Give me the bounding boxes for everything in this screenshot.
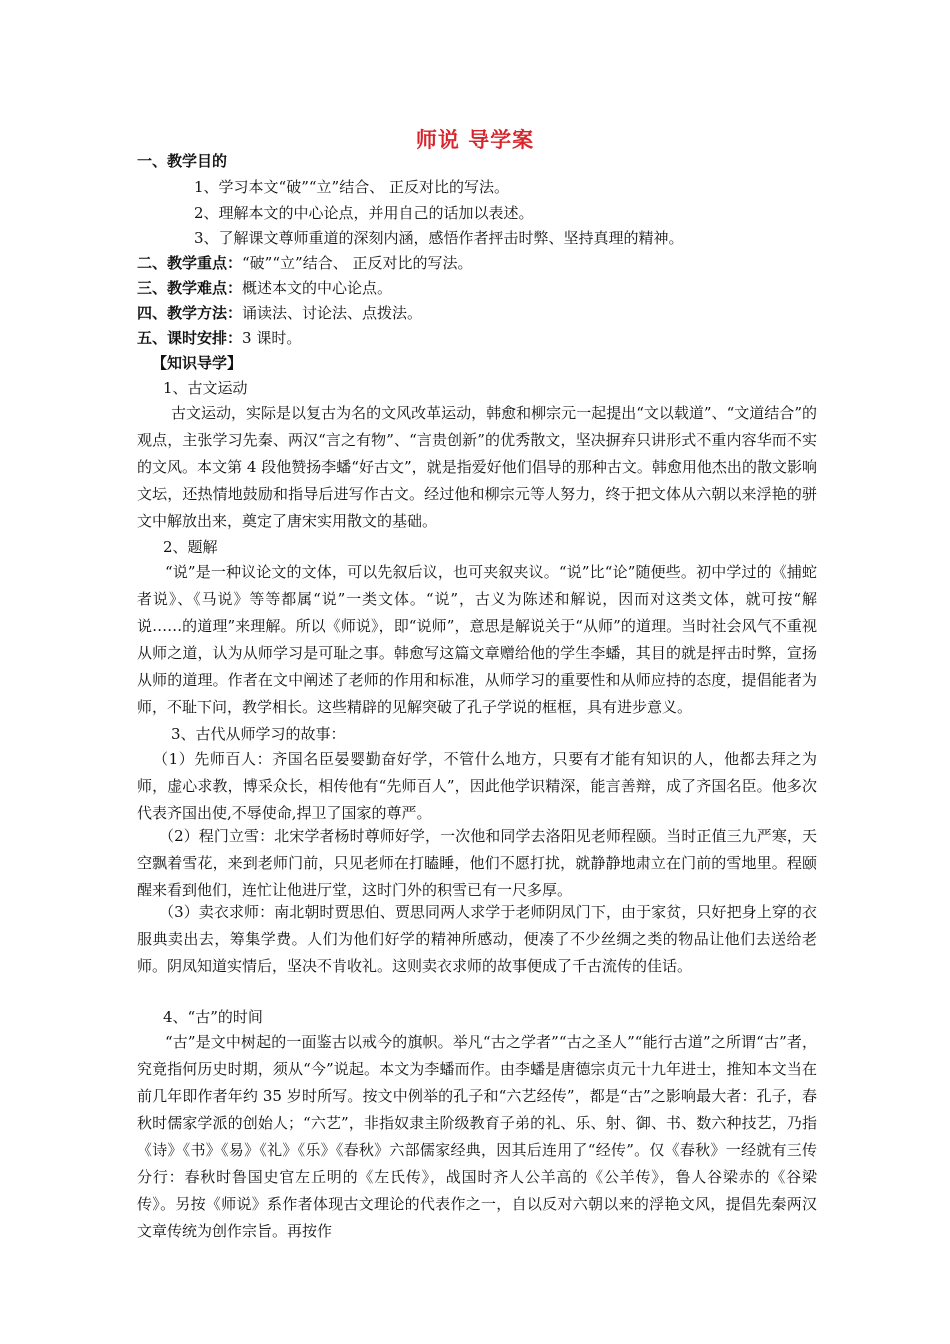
topic-1-heading: 1、古文运动 [163,379,248,397]
section-2-text: “破”“立”结合、 正反对比的写法。 [242,254,473,272]
topic-1-paragraph: 古文运动，实际是以复古为名的文风改革运动，韩愈和柳宗元一起提出“文以载道”、“文道结合”的观点，主张学习先秦、两汉“言之有物”、“言贵创新”的优秀散文，坚决摒弃只讲形式不重内容华而不实的文风。本文第 4 段他赞扬李蟠“好古文”，就是指爱好他们倡导的那种古文。韩愈用他杰出的散文影响文坛，还热情地鼓励和指导后进写作古文。经过他和柳宗元等人努力，终于把文体从六朝以来浮艳的骈文中解放出来，奠定了唐宋实用散文的基础。 [137,404,817,530]
section-4-label: 四、教学方法： [137,304,243,322]
section-1-heading: 一、教学目的 [137,152,228,170]
story-3-paragraph: （3）卖衣求师：南北朝时贾思伯、贾思同两人求学于老师阴凤门下，由于家贫，只好把身上穿的衣服典卖出去，筹集学费。人们为他们好学的精神所感动，便凑了不少丝绸之类的物品让他们去送给老师。阴凤知道实情后，坚决不肯收礼。这则卖衣求师的故事便成了千古流传的佳话。 [137,903,817,975]
story-2-paragraph: （2）程门立雪：北宋学者杨时尊师好学，一次他和同学去洛阳见老师程颐。当时正值三九严寒，天空飘着雪花，来到老师门前，只见老师在打瞌睡，他们不愿打扰，就静静地肃立在门前的雪地里。程颐醒来看到他们，连忙让他进厅堂，这时门外的积雪已有一尺多厚。 [137,827,817,899]
topic-2-paragraph: “说”是一种议论文的文体，可以先叙后议，也可夹叙夹议。“说”比“论”随便些。初中学过的《捕蛇者说》、《马说》等等都属“说”一类文体。“说”，古义为陈述和解说，因而对这类文体，就可按“解说……的道理”来理解。所以《师说》，即“说师”，意思是解说关于“从师”的道理。当时社会风气不重视从师之道，认为从师学习是可耻之事。韩愈写这篇文章赠给他的学生李蟠，其目的就是抨击时弊，宣扬从师的道理。作者在文中阐述了老师的作用和标准，从师学习的重要性和从师应持的态度，提倡能者为师，不耻下问，教学相长。这些精辟的见解突破了孔子学说的框框，具有进步意义。 [137,563,817,716]
section-3-row [137,275,817,301]
document-title: 师说 导学案 [415,128,535,152]
section-5-row [137,325,817,351]
section-5-text: 3 课时。 [242,329,302,347]
topic-3-heading: 3、古代从师学习的故事： [171,725,346,743]
knowledge-guide-heading: 【知识导学】 [152,354,243,372]
section-5-label: 五、课时安排： [137,329,243,347]
section-4-row [137,300,817,326]
objective-item-1: 1、学习本文“破”“立”结合、 正反对比的写法。 [194,178,509,196]
section-4-text: 诵读法、讨论法、点拨法。 [242,304,423,322]
topic-4-heading: 4、“古”的时间 [163,1008,263,1026]
objective-item-2: 2、理解本文的中心论点，并用自己的话加以表述。 [194,204,534,222]
section-2-label: 二、教学重点： [137,254,243,272]
section-3-text: 概述本文的中心论点。 [242,279,393,297]
story-1-paragraph: （1）先师百人：齐国名臣晏婴勤奋好学，不管什么地方，只要有才能有知识的人，他都去拜之为师，虚心求教，博采众长，相传他有“先师百人”，因此他学识精深，能言善辩，成了齐国名臣。他多次代表齐国出使,不辱使命,捍卫了国家的尊严。 [137,750,817,822]
topic-4-paragraph: “古”是文中树起的一面鉴古以戒今的旗帜。举凡“古之学者”“古之圣人”“能行古道”之所谓“古”者，究竟指何历史时期，须从“今”说起。本文为李蟠而作。由李蟠是唐德宗贞元十九年进士，推知本文当在前几年即作者年约 35 岁时所写。按文中例举的孔子和“六艺经传”，都是“古”之影响最大者：孔子，春秋时儒家学派的创始人；“六艺”，非指奴隶主阶级教育子弟的礼、乐、射、御、书、数六种技艺，乃指《诗》《书》《易》《礼》《乐》《春秋》六部儒家经典，因其后连用了“经传”。仅《春秋》一经就有三传分行：春秋时鲁国史官左丘明的《左氏传》，战国时齐人公羊高的《公羊传》，鲁人谷梁赤的《谷梁传》。另按《师说》系作者体现古文理论的代表作之一，自以反对六朝以来的浮艳文风，提倡先秦两汉文章传统为创作宗旨。再按作 [137,1033,817,1240]
objective-item-3: 3、了解课文尊师重道的深刻内涵，感悟作者抨击时弊、坚持真理的精神。 [194,229,684,247]
section-2-row [137,250,817,276]
topic-2-heading: 2、题解 [163,538,218,556]
section-3-label: 三、教学难点： [137,279,243,297]
